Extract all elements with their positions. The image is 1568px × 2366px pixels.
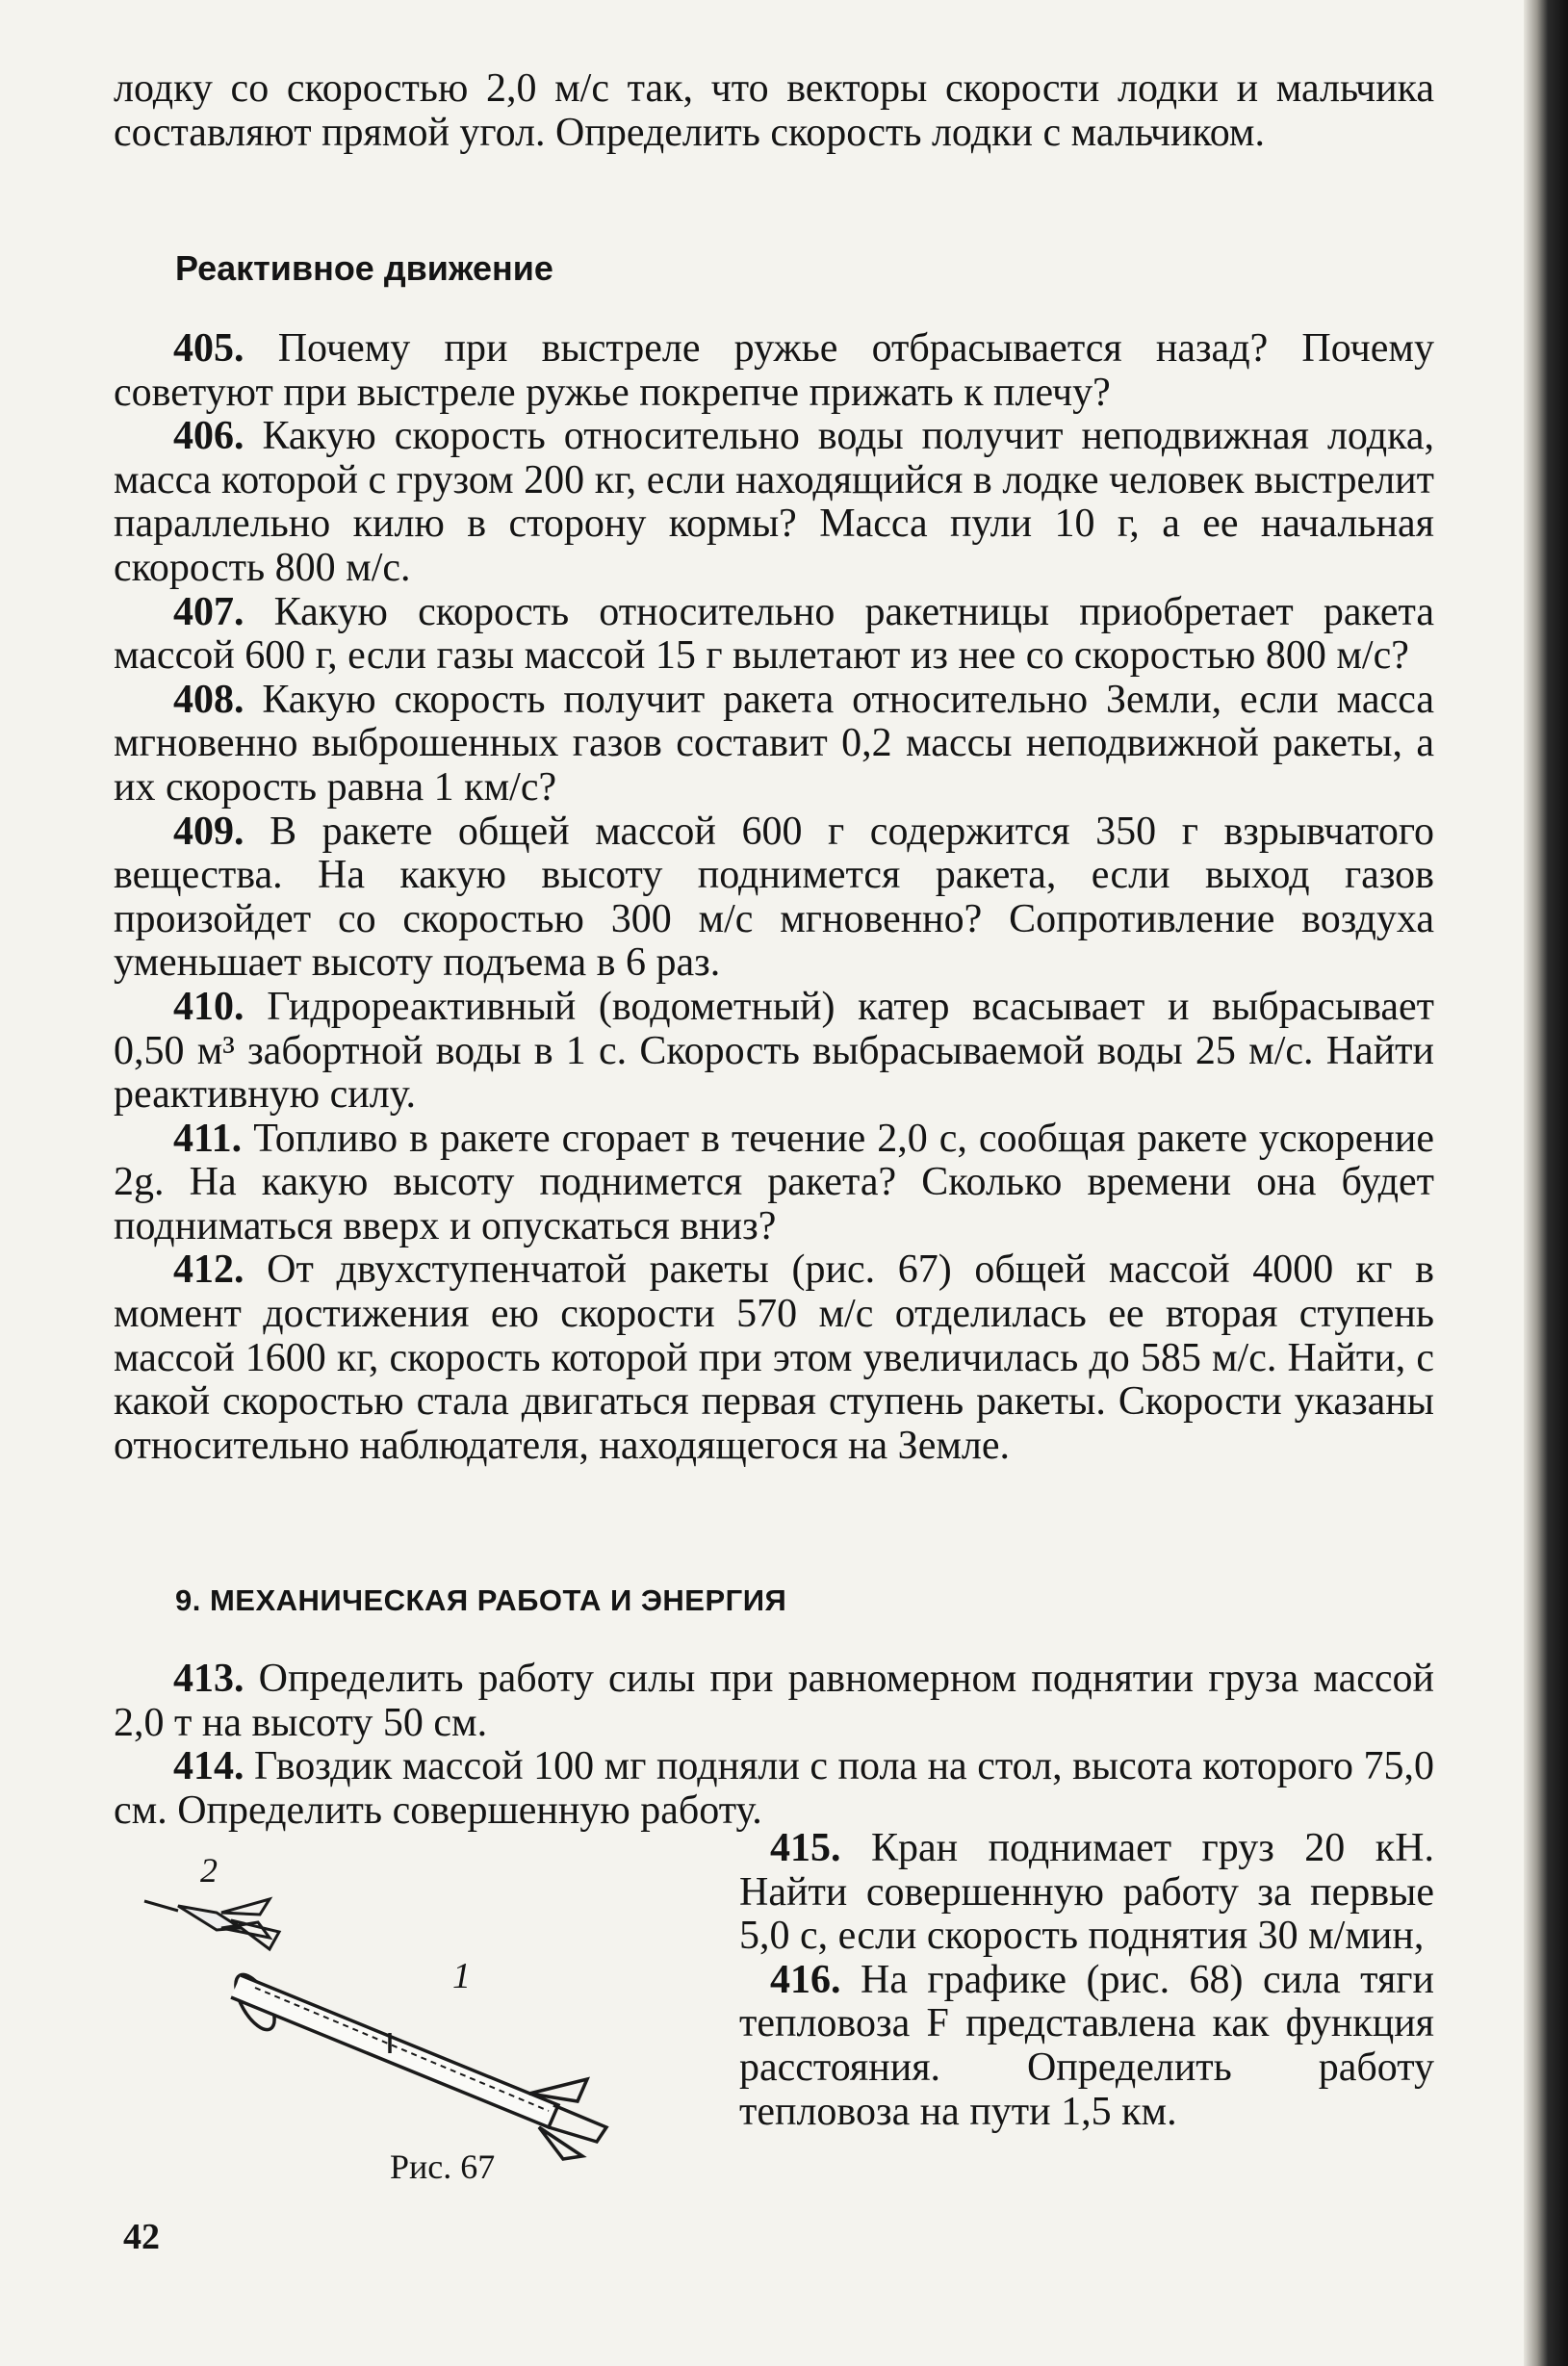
problems-right-column [739, 1827, 1434, 2134]
rocket-stage-1 [228, 1968, 606, 2159]
problem-406: 406. Какую скорость относительно воды получит неподвижная лодка, масса которой с грузом 200 кг, если находящийся в лодке человек выстрелит параллельно килю в сторону кормы? Масса пули 10 г, а ее начальная скорость 800 м/с. [114, 414, 1434, 590]
problem-410: 410. Гидрореактивный (водометный) катер всасывает и выбрасывает 0,50 м³ забортной воды в 1 с. Скорость выбрасываемой воды 25 м/с. Найти реактивную силу. [114, 984, 1435, 1118]
problems-reactive [114, 327, 1434, 1468]
problem-414: 414. Гвоздик массой 100 мг подняли с пола на стол, высота которого 75,0 см. Определить совершенную работу. [114, 1744, 1434, 1833]
problem-407: 407. Какую скорость относительно ракетницы приобретает ракета массой 600 г, если газы массой 15 г вылетают из нее со скоростью 800 м/с? [114, 589, 1434, 679]
stage-2-label: 2 [200, 1853, 218, 1890]
rocket-stage-2 [144, 1899, 279, 1949]
stage-1-label: 1 [452, 1956, 471, 1996]
problem-405: 405. Почему при выстреле ружье отбрасывается назад? Почему советуют при выстреле ружье покрепче прижать к плечу? [114, 326, 1435, 415]
intro-text: лодку со скоростью 2,0 м/с так, что векторы скорости лодки и мальчика составляют прямой угол. Определить скорость лодки с мальчиком. [114, 66, 1434, 155]
problem-416: 416. На графике (рис. 68) сила тяги тепловоза F представлена как функция расстояния. Определить работу тепловоза на пути 1,5 км. [739, 1957, 1435, 2134]
page-number: 42 [123, 2217, 160, 2257]
problem-411: 411. Топливо в ракете сгорает в течение 2,0 с, сообщая ракете ускорение 2g. На какую высоту поднимется ракета? Сколько времени она будет подниматься вверх и опускаться вниз? [114, 1116, 1435, 1248]
problem-409: 409. В ракете общей массой 600 г содержится 350 г взрывчатого вещества. На какую высоту поднимется ракета, если выход газов произойдет со скоростью 300 м/с мгновенно? Сопротивление воздуха уменьшает высоту подъема в 6 раз. [114, 809, 1435, 986]
heading-section-9: 9. МЕХАНИЧЕСКАЯ РАБОТА И ЭНЕРГИЯ [175, 1583, 787, 1617]
problem-413: 413. Определить работу силы при равномерном поднятии груза массой 2,0 т на высоту 50 см. [114, 1657, 1434, 1745]
figure-caption: Рис. 67 [390, 2147, 496, 2186]
problem-408: 408. Какую скорость получит ракета относительно Земли, если масса мгновенно выброшенных газов составит 0,2 массы неподвижной ракеты, а их скорость равна 1 км/с? [114, 677, 1434, 810]
heading-reactive-motion: Реактивное движение [175, 248, 553, 288]
page-binding-edge [1524, 0, 1568, 2366]
problems-work [114, 1658, 1434, 1833]
figure-67-rocket [125, 1853, 683, 2171]
problem-415: 415. Кран поднимает груз 20 кН. Найти совершенную работу за первые 5,0 с, если скорость поднятия 30 м/мин, [739, 1826, 1434, 1959]
rocket-illustration [125, 1853, 683, 2171]
intro-paragraph [114, 67, 1434, 155]
problem-412: 412. От двухступенчатой ракеты (рис. 67) общей массой 4000 кг в момент достижения ею скорости 570 м/с отделилась ее вторая ступень массой 1600 кг, скорость которой при этом увеличилась до 585 м/с. Найти, с какой скоростью стала двигаться первая ступень ракеты. Скорости указаны относительно наблюдателя, находящегося на Земле. [114, 1247, 1435, 1468]
